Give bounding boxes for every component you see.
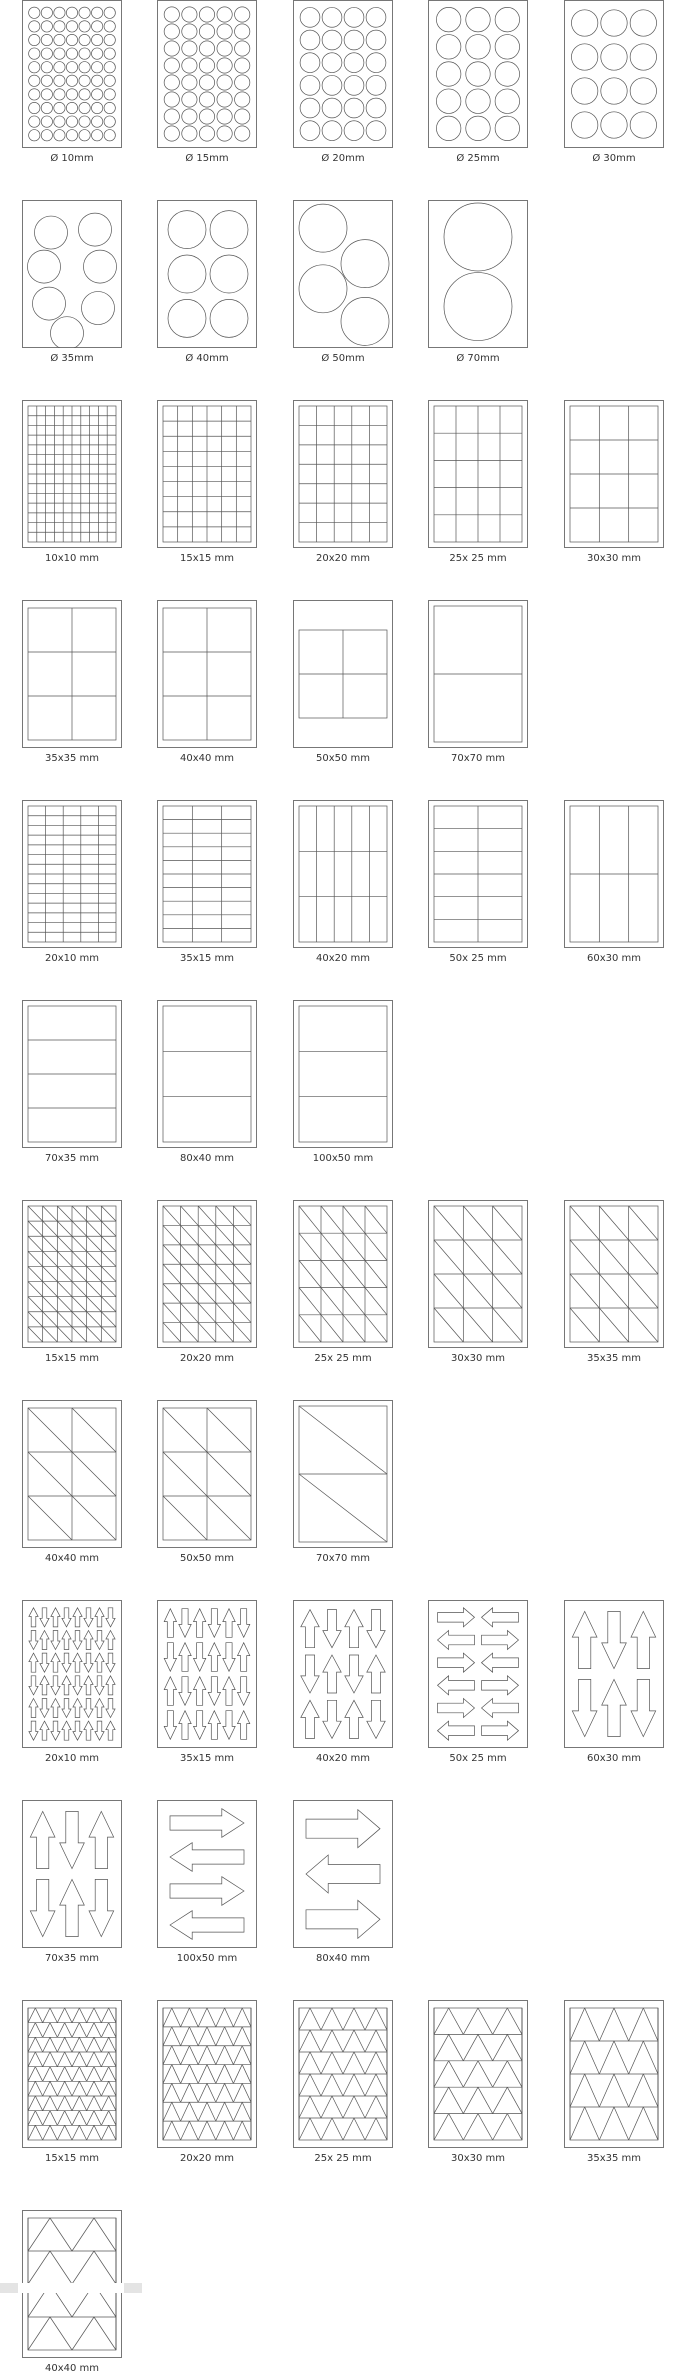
- sheet-circle-0: [22, 0, 122, 148]
- sheet-grid-0: [22, 800, 122, 948]
- sheet-tri-2: [293, 1200, 393, 1348]
- sheet-arrow-0: [22, 1800, 122, 1948]
- sheet-caption: 40x20 mm: [315, 1753, 371, 1764]
- sheet-caption: 40x40 mm: [44, 1553, 100, 1564]
- sheet-caption: 70x70 mm: [315, 1553, 371, 1564]
- sheet-caption: 20x20 mm: [179, 2153, 235, 2164]
- sheet-grid-2: [293, 1000, 393, 1148]
- sheet-arrow-3: [428, 1600, 528, 1748]
- sheet-caption: 70x35 mm: [44, 1153, 100, 1164]
- sheet-caption: 20x20 mm: [315, 553, 371, 564]
- sheet-trigrid-2: [293, 2000, 393, 2148]
- sheet-tri-0: [22, 1400, 122, 1548]
- sheet-caption: 60x30 mm: [586, 1753, 642, 1764]
- sheet-grid-4: [564, 400, 664, 548]
- sheet-grid-1: [157, 600, 257, 748]
- sheet-grid-0: [22, 400, 122, 548]
- sheet-tri-2: [293, 1400, 393, 1548]
- sheet-grid-3: [428, 600, 528, 748]
- sheet-caption: 50x 25 mm: [449, 1753, 507, 1764]
- sheet-circle-2: [293, 0, 393, 148]
- sheet-trigrid-1: [157, 2000, 257, 2148]
- sheet-grid-1: [157, 400, 257, 548]
- sheet-caption: 30x30 mm: [450, 2153, 506, 2164]
- sheet-grid-2: [293, 400, 393, 548]
- sheet-caption: 35x15 mm: [179, 953, 235, 964]
- sheet-grid-0: [22, 600, 122, 748]
- sheet-tri-1: [157, 1400, 257, 1548]
- sheet-caption: 100x50 mm: [176, 1953, 238, 1964]
- sheet-caption: 80x40 mm: [315, 1953, 371, 1964]
- sheet-caption: 20x10 mm: [44, 953, 100, 964]
- sheet-tri-4: [564, 1200, 664, 1348]
- sheet-caption: Ø 10mm: [50, 153, 94, 164]
- sheet-caption: Ø 20mm: [321, 153, 365, 164]
- sheet-caption: 10x10 mm: [44, 553, 100, 564]
- sheet-grid-0: [22, 1000, 122, 1148]
- sheet-grid-2: [293, 600, 393, 748]
- sheet-arrow-2: [293, 1600, 393, 1748]
- sheet-caption: 70x70 mm: [450, 753, 506, 764]
- sheet-caption: 35x35 mm: [586, 1353, 642, 1364]
- sheet-caption: 35x35 mm: [44, 753, 100, 764]
- divider-bar: [0, 2283, 142, 2293]
- sheet-grid-1: [157, 800, 257, 948]
- sheet-caption: 15x15 mm: [44, 2153, 100, 2164]
- sheet-arrow-2: [293, 1800, 393, 1948]
- sheet-circle-3: [428, 0, 528, 148]
- sheet-caption: 25x 25 mm: [449, 553, 507, 564]
- sheet-caption: 70x35 mm: [44, 1953, 100, 1964]
- sheet-circle-1: [157, 0, 257, 148]
- sheet-circle-4: [564, 0, 664, 148]
- sheet-caption: 40x40 mm: [179, 753, 235, 764]
- sheet-caption: 20x20 mm: [179, 1353, 235, 1364]
- sheet-grid-1: [157, 1000, 257, 1148]
- sheet-trigrid-0: [22, 2000, 122, 2148]
- sheet-caption: Ø 35mm: [50, 353, 94, 364]
- sheet-arrow-0: [22, 1600, 122, 1748]
- sheet-caption: 50x 25 mm: [449, 953, 507, 964]
- sheet-tri-3: [428, 1200, 528, 1348]
- sheet-caption: Ø 70mm: [456, 353, 500, 364]
- sheet-caption: 15x15 mm: [179, 553, 235, 564]
- sheet-grid-3: [428, 400, 528, 548]
- sheet-caption: 60x30 mm: [586, 953, 642, 964]
- sheet-circle-big-1: [157, 200, 257, 348]
- sheet-caption: 35x15 mm: [179, 1753, 235, 1764]
- sheet-tri-0: [22, 1200, 122, 1348]
- sheet-caption: 40x20 mm: [315, 953, 371, 964]
- sheet-grid-2: [293, 800, 393, 948]
- sheet-circle-big-0: [22, 200, 122, 348]
- sheet-caption: 25x 25 mm: [314, 2153, 372, 2164]
- sheet-caption: 50x50 mm: [179, 1553, 235, 1564]
- sheet-caption: 40x40 mm: [44, 2363, 100, 2374]
- sheet-caption: Ø 30mm: [592, 153, 636, 164]
- sheet-arrow-1: [157, 1600, 257, 1748]
- sheet-arrow-4: [564, 1600, 664, 1748]
- sheet-tri-1: [157, 1200, 257, 1348]
- sheet-trigrid-3: [428, 2000, 528, 2148]
- sheet-grid-4: [564, 800, 664, 948]
- sheet-caption: Ø 25mm: [456, 153, 500, 164]
- sheet-caption: 30x30 mm: [586, 553, 642, 564]
- sheet-caption: 25x 25 mm: [314, 1353, 372, 1364]
- sheet-caption: 35x35 mm: [586, 2153, 642, 2164]
- sheet-caption: 15x15 mm: [44, 1353, 100, 1364]
- sheet-caption: 20x10 mm: [44, 1753, 100, 1764]
- sheet-arrow-1: [157, 1800, 257, 1948]
- sheet-caption: Ø 40mm: [185, 353, 229, 364]
- sheet-grid-3: [428, 800, 528, 948]
- sheet-caption: Ø 50mm: [321, 353, 365, 364]
- sheet-trigrid-4: [564, 2000, 664, 2148]
- sheet-caption: 80x40 mm: [179, 1153, 235, 1164]
- sheet-circle-big-3: [428, 200, 528, 348]
- sheet-caption: 100x50 mm: [312, 1153, 374, 1164]
- sheet-caption: Ø 15mm: [185, 153, 229, 164]
- sheet-circle-big-2: [293, 200, 393, 348]
- sheet-caption: 30x30 mm: [450, 1353, 506, 1364]
- sheet-caption: 50x50 mm: [315, 753, 371, 764]
